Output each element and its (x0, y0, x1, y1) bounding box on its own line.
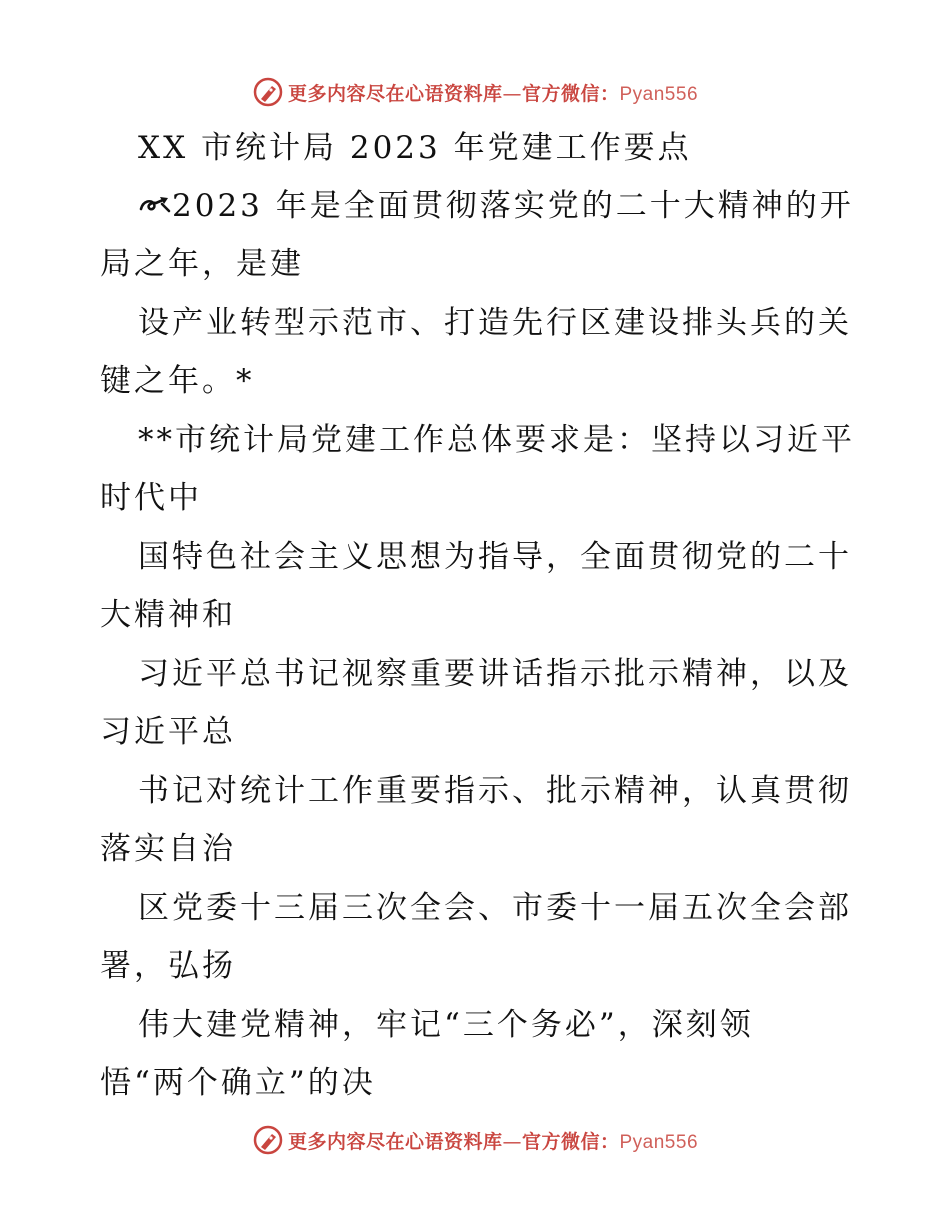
watermark-dash: — (502, 82, 522, 105)
watermark-side-text: 官方微信： (521, 1130, 620, 1153)
pen-logo-icon (252, 76, 284, 108)
paragraph-line: 大精神和 (100, 597, 236, 633)
watermark-main-text: 更多内容尽在心语资料库 (287, 1130, 503, 1153)
watermark-dash: — (502, 1130, 522, 1153)
paragraph-line: 键之年。* (100, 363, 255, 399)
paragraph-line: 悟“两个确立”的决 (100, 1065, 376, 1101)
watermark-side-text: 官方微信： (521, 82, 620, 105)
swirl-bullet-icon (138, 190, 172, 220)
paragraph-line: 书记对统计工作重要指示、批示精神，认真贯彻 (138, 773, 852, 809)
paragraph-line: 局之年，是建 (100, 246, 304, 282)
document-title: XX 市统计局 2023 年党建工作要点 (138, 130, 692, 166)
pen-logo-icon (252, 1124, 284, 1156)
paragraph-line: 伟大建党精神，牢记“三个务必”，深刻领 (138, 1007, 754, 1043)
paragraph-line: 设产业转型示范市、打造先行区建设排头兵的关 (138, 305, 852, 341)
paragraph-line-text: 2023 年是全面贯彻落实党的二十大精神的开 (172, 188, 854, 224)
paragraph-line (138, 186, 854, 226)
paragraph-line: 落实自治 (100, 831, 236, 867)
paragraph-line: 习近平总书记视察重要讲话指示批示精神，以及 (138, 656, 852, 692)
paragraph-line: 时代中 (100, 480, 202, 516)
paragraph-line: 习近平总 (100, 714, 236, 750)
header-watermark (0, 72, 950, 112)
paragraph-line: **市统计局党建工作总体要求是：坚持以习近平 (138, 422, 855, 458)
watermark-main-text: 更多内容尽在心语资料库 (287, 82, 503, 105)
footer-watermark (0, 1120, 950, 1160)
paragraph-line: 国特色社会主义思想为指导，全面贯彻党的二十 (138, 539, 852, 575)
watermark-id: Pyan556 (619, 1131, 699, 1153)
paragraph-line: 署，弘扬 (100, 948, 236, 984)
watermark-id: Pyan556 (619, 83, 699, 105)
paragraph-line: 区党委十三届三次全会、市委十一届五次全会部 (138, 890, 852, 926)
